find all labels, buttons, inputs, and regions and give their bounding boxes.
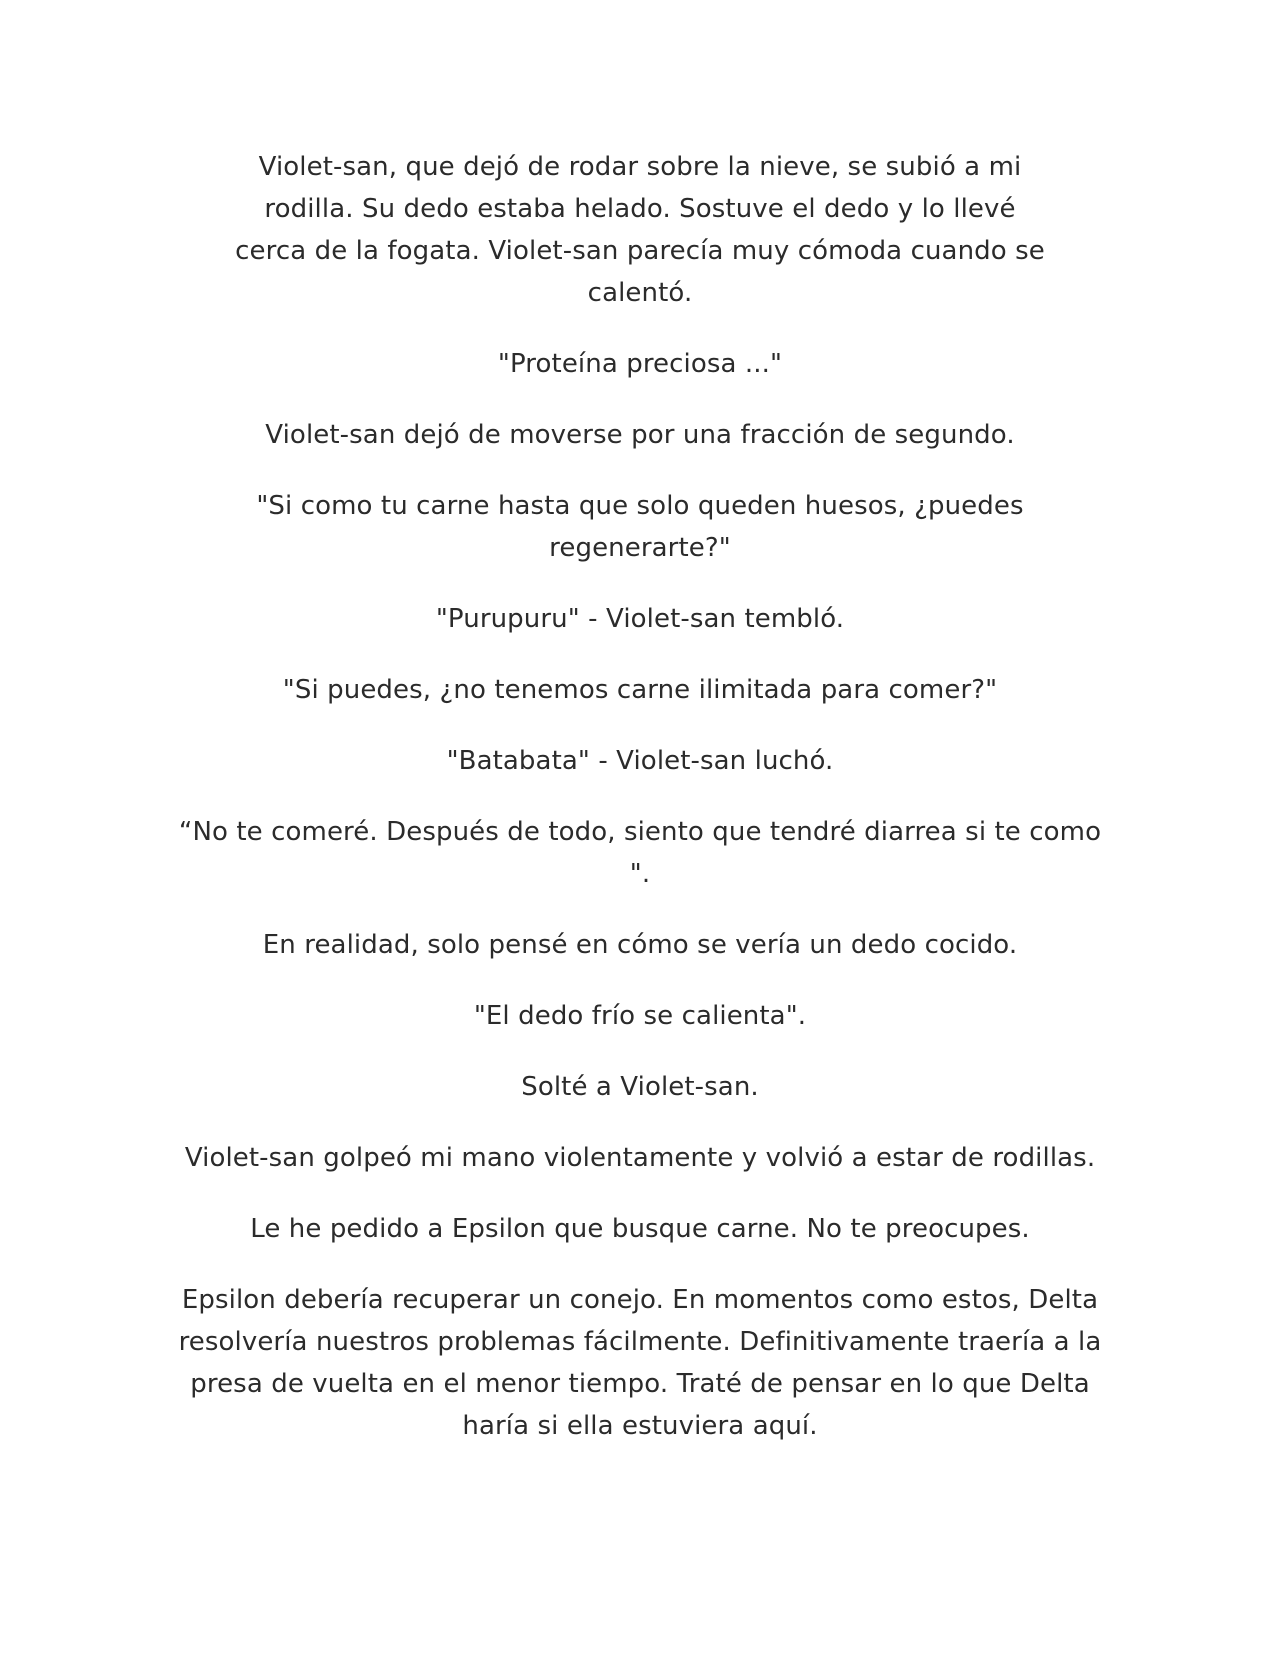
- paragraph-2: "Proteína preciosa ...": [497, 349, 783, 379]
- paragraph-13: Le he pedido a Epsilon que busque carne. No te preocupes.: [250, 1214, 1030, 1244]
- paragraph-12: Violet-san golpeó mi mano violentamente y volvió a estar de rodillas.: [184, 1143, 1096, 1173]
- paragraph-14: Epsilon debería recuperar un conejo. En momentos como estos, Delta resolvería nuestros problemas fácilmente. Definitivamente traería a la presa de vuelta en el menor tiempo. Traté de pensar en lo que Delta haría si ella estuviera aquí.: [178, 1285, 1102, 1441]
- paragraph-8: “No te comeré. Después de todo, siento que tendré diarrea si te como ".: [178, 817, 1102, 889]
- paragraph-9: En realidad, solo pensé en cómo se vería un dedo cocido.: [262, 930, 1018, 960]
- paragraph-1: Violet-san, que dejó de rodar sobre la nieve, se subió a mi rodilla. Su dedo estaba helado. Sostuve el dedo y lo llevé cerca de la fogata. Violet-san parecía muy cómoda cuando se calentó.: [235, 152, 1045, 308]
- document-body: [170, 146, 1110, 1476]
- paragraph-3: Violet-san dejó de moverse por una fracción de segundo.: [265, 420, 1015, 450]
- paragraph-7: "Batabata" - Violet-san luchó.: [446, 746, 834, 776]
- paragraph-5: "Purupuru" - Violet-san tembló.: [435, 604, 845, 634]
- paragraph-4: "Si como tu carne hasta que solo queden huesos, ¿puedes regenerarte?": [256, 491, 1024, 563]
- paragraph-10: "El dedo frío se calienta".: [473, 1001, 807, 1031]
- paragraph-6: "Si puedes, ¿no tenemos carne ilimitada para comer?": [282, 675, 998, 705]
- paragraph-11: Solté a Violet-san.: [521, 1072, 759, 1102]
